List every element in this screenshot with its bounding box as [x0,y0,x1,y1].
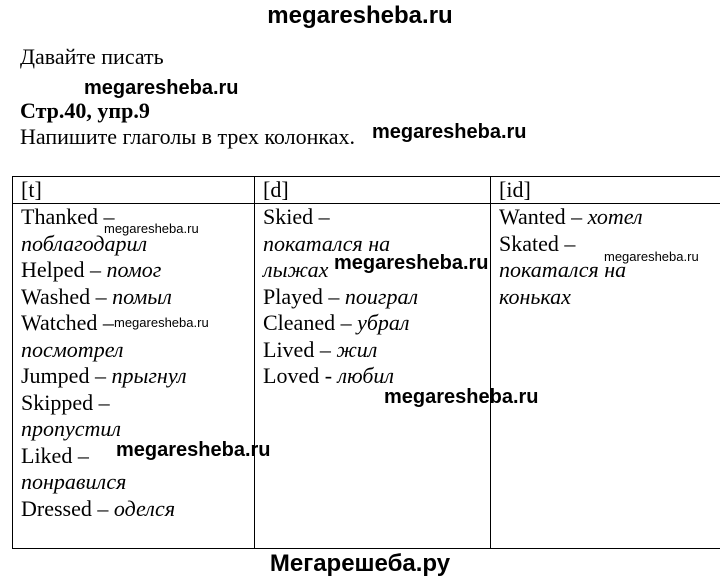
section-title: Давайте писать [20,44,164,69]
verb-translation: поиграл [344,283,419,309]
verb-entry [21,284,246,311]
verb-text: Skied – [263,204,330,229]
watermark: megaresheba.ru [604,249,699,264]
verb-text: Loved - [263,363,338,388]
verb-translation: поблагодарил [21,230,148,256]
verb-text: Watched – [21,310,114,335]
verb-text: Washed – [21,283,113,309]
watermark: megaresheba.ru [384,386,539,408]
verb-translation: хотел [587,204,643,229]
verb-translation: помыл [112,283,172,309]
verb-entry [263,284,482,311]
verb-text: Thanked – [21,204,115,229]
watermark: megaresheba.ru [84,77,239,99]
header-t: [t] [13,177,255,204]
column-t [13,204,255,549]
verb-translation: жил [336,336,378,362]
header-d: [d] [255,177,491,204]
verb-entry [21,337,246,364]
verb-translation: любил [337,363,395,388]
verb-text: Cleaned – [263,310,358,335]
verb-entry [21,496,246,523]
watermark: megaresheba.ru [114,315,209,330]
verb-translation: посмотрел [21,336,124,362]
verb-entry [263,204,482,231]
verb-entry [21,469,246,496]
exercise-title: Стр.40, упр.9 [20,98,150,123]
instruction-text: Напишите глаголы в трех колонках. [20,124,355,149]
watermark: megaresheba.ru [334,252,489,274]
watermark: megaresheba.ru [104,221,199,236]
verb-text: Played – [263,283,345,309]
verb-translation: пропустил [21,416,122,441]
verb-translation: покатался на [499,257,627,282]
verb-text: Wanted – [499,204,588,229]
verb-entry [499,204,716,231]
verb-text: Skipped – [21,389,110,415]
verb-text: Liked – [21,442,89,468]
watermark-top: megaresheba.ru [267,2,453,29]
watermark: megaresheba.ru [116,439,271,461]
verb-translation: покатался на [263,230,391,256]
verb-entry [499,284,716,311]
verb-entry [263,310,482,337]
header-id: [id] [491,177,720,204]
watermark: megaresheba.ru [372,121,527,143]
verb-text: Dressed – [21,495,114,521]
verb-entry [21,390,246,417]
verb-entry [21,257,246,284]
watermark-bottom: Мегарешеба.ру [269,550,451,577]
verb-translation: помог [106,257,162,282]
verb-text: Skated – [499,230,576,256]
verb-translation: понравился [21,469,127,494]
verb-entry [21,363,246,390]
verb-translation: оделся [113,495,176,521]
verb-translation: лыжах [263,257,329,282]
verb-text: Jumped – [21,363,112,388]
verb-translation: убрал [357,310,410,335]
verb-text: Lived – [263,336,337,362]
verb-entry [263,337,482,364]
table-header-row [13,177,720,204]
verb-translation: прыгнул [111,363,187,388]
verb-translation: коньках [499,283,571,309]
verb-text: Helped – [21,257,107,282]
